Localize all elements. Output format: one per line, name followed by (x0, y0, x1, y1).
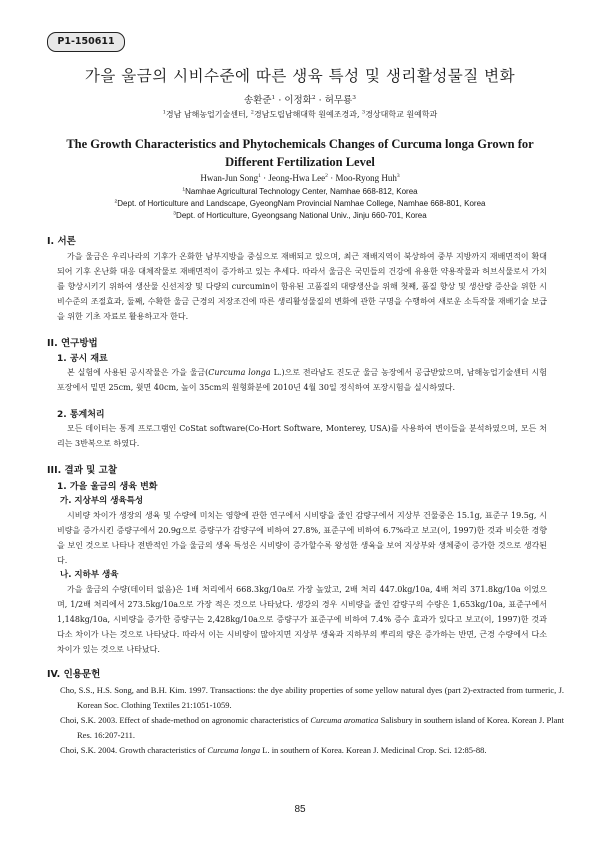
author-name: 허무룡 (324, 95, 353, 106)
affiliation-line (0, 198, 600, 210)
affiliation-marker: 3 (173, 211, 177, 217)
reference-text: L. in southern of Korea. Korean J. Medicinal Crop. Sci. 12:85-88. (260, 745, 487, 755)
affiliations-korean (0, 109, 600, 120)
affiliation-text: 경남 남해농업기술센터, (165, 110, 251, 119)
author-separator: · (315, 95, 325, 106)
paper-title-english: The Growth Characteristics and Phytochemicals Changes of Curcuma longa Grown for Different Fertilization Level (66, 137, 534, 169)
reference-item (60, 683, 564, 712)
author-affiliation-marker: 3 (396, 173, 400, 179)
materials-text: L.)으로 전라남도 진도군 울금 농장에서 공급받았으며, 남해농업기술센터 시험포장에서 밑면 25cm, 윗면 40cm, 높이 35cm의 원형화분에 2010년 4월 30일 정식하여 포장시험을 실시하였다. (57, 368, 547, 392)
affiliation-text: 경상대학교 원예학과 (365, 110, 438, 119)
affiliation-text: Namhae Agricultural Technology Center, Namhae 668-812, Korea (185, 187, 418, 196)
author-affiliation-marker: 2 (311, 94, 316, 101)
materials-text: 본 실험에 사용된 공시작물은 가을 울금( (67, 368, 209, 377)
reference-text: Choi, S.K. 2003. Effect of shade-method on agronomic characteristics of (60, 715, 311, 725)
reference-text: Cho, S.S., H.S. Song, and B.H. Kim. 1997. Transactions: the dye ability properties of some yellow natural dyes (part 2)-extracted from turmeric, J. Korean Soc. Clothing Textiles 21:1051-1059. (60, 685, 564, 710)
affiliation-marker: 2 (250, 109, 254, 116)
poster-id-badge: P1-150611 (47, 32, 125, 52)
subsection-heading-underground: 나. 지하부 생육 (60, 570, 119, 580)
affiliations-english (0, 186, 600, 222)
subsection-heading-aboveground: 가. 지상부의 생육특성 (60, 496, 144, 506)
affiliation-text: 경남도립남해대학 원예조경과, (253, 110, 363, 119)
affiliation-text: Dept. of Horticulture, Gyeongsang National Univ., Jinju 660-701, Korea (176, 211, 427, 220)
affiliation-marker: 2 (114, 199, 118, 205)
underground-paragraph: 가을 울금의 수량(데이터 없음)은 1배 처리에서 668.3kg/10a로 가장 높았고, 2배 처리 447.0kg/10a, 4배 처리 371.8kg/10a 이었으며, 1/2배 처리에서 273.5kg/10a으로 가장 적은 것으로 나타났다. 생강의 경우 시비량을 줄인 감량구의 수량은 1,653kg/10a, 표준구에서 1,148kg/10a, 시비량을 증가한 증량구는 2,428kg/10a으로 증량구가 표준구에 비하여 7.4% 증수 효과가 있다고 보고(이, 1997)한 것과 다소 차이가 나는 것으로 나타났다. 따라서 이는 시비량이 많아지면 지상부 생육과 지하부의 뿌리의 량은 증가하는 반면, 근경 수량에서 다소 차이가 있는 것으로 나타났다. (57, 585, 547, 654)
author-name: Moo-Ryong Huh (335, 173, 397, 183)
author-name: 송환준 (244, 95, 272, 106)
section-heading-results: III. 결과 및 고찰 (47, 465, 118, 476)
introduction-paragraph: 가을 울금은 우리나라의 기후가 온화한 남부지방을 중심으로 재배되고 있으며, 최근 재배지역이 북상하여 중부 지방까지 재배면적이 확대되어 기후 온난화 대응 대체작물로 재배면적이 증가하고 있는 추세다. 따라서 울금은 국민들의 건강에 유용한 약용작물과 허브식물로서 가치를 향상시키기 위하여 생산물 신선저장 및 다량의 curcumin이 함유된 고품질의 대량생산을 위해 첫째, 품질 향상 및 생산량 증산을 위한 시비수준의 조절효과, 둘째, 수확한 울금 근경의 저장조건에 따른 생리활성물질의 변화에 관한 구명을 수행하여 새로운 소득작물 재배기술 보급을 위한 기초 자료로 활용하고자 한다. (57, 252, 547, 321)
affiliation-marker: 1 (182, 187, 186, 193)
author-separator: · (327, 173, 336, 183)
affiliation-marker: 3 (362, 109, 366, 116)
author-separator: · (275, 95, 285, 106)
author-affiliation-marker: 1 (258, 173, 261, 179)
reference-species: Curcuma aromatica (310, 715, 379, 725)
author-name: 이정화 (284, 95, 312, 106)
section-heading-methods: II. 연구방법 (47, 338, 98, 349)
reference-item (60, 743, 564, 758)
author-affiliation-marker: 3 (352, 94, 356, 101)
section-heading-introduction: I. 서론 (47, 236, 76, 247)
aboveground-paragraph: 시비량 차이가 생장의 생육 및 수량에 미치는 영향에 관한 연구에서 시비량을 줄인 감량구에서 지상부 건물중은 15.1g, 표준구 19.5g, 시비량을 증가시킨 증량구에서 20.9g으로 증량구가 감량구에 비하여 27.8%, 표준구에 비하여 6.7%라고 보고(이, 1997)한 것과 비슷한 경향을 보인 것으로 나타나 전반적인 가을 울금의 생육 특성은 시비량이 증가할수록 왕성한 생육을 보여 지상부와 생체중이 증가한 것으로 생각된다. (57, 511, 547, 565)
reference-species: Curcuma longa (207, 745, 261, 755)
affiliation-marker: 1 (162, 109, 166, 116)
page-number: 85 (294, 804, 306, 815)
reference-item (60, 713, 564, 742)
affiliation-line (0, 186, 600, 198)
affiliation-line (0, 210, 600, 222)
subsection-heading-materials: 1. 공시 재료 (57, 354, 108, 364)
species-name: Curcuma longa (208, 368, 271, 377)
author-affiliation-marker: 2 (325, 173, 328, 179)
subsection-heading-statistics: 2. 통계처리 (57, 410, 105, 420)
author-affiliation-marker: 1 (271, 94, 276, 101)
authors-english (0, 173, 600, 183)
statistics-paragraph: 모든 데이터는 통계 프로그램인 CoStat software(Co-Hort Software, Monterey, USA)를 사용하여 변이들을 분석하였으며, 모든 처리는 3반복으로 하였다. (57, 424, 547, 448)
materials-paragraph (57, 365, 547, 395)
reference-text: Salisbury in southern island of Korea. Korean J. Plant Res. 16:207-211. (77, 715, 564, 740)
subsection-heading-growth: 1. 가을 울금의 생육 변화 (57, 482, 158, 492)
section-heading-references: IV. 인용문헌 (47, 669, 101, 680)
author-name: Hwan-Jun Song (200, 173, 259, 183)
author-name: Jeong-Hwa Lee (268, 173, 326, 183)
authors-korean (0, 92, 600, 106)
paper-title-korean: 가을 울금의 시비수준에 따른 생육 특성 및 생리활성물질 변화 (84, 67, 516, 85)
affiliation-text: Dept. of Horticulture and Landscape, GyeongNam Provincial Namhae College, Namhae 668-801, Korea (117, 199, 486, 208)
author-separator: · (260, 173, 269, 183)
reference-text: Choi, S.K. 2004. Growth characteristics of (60, 745, 208, 755)
